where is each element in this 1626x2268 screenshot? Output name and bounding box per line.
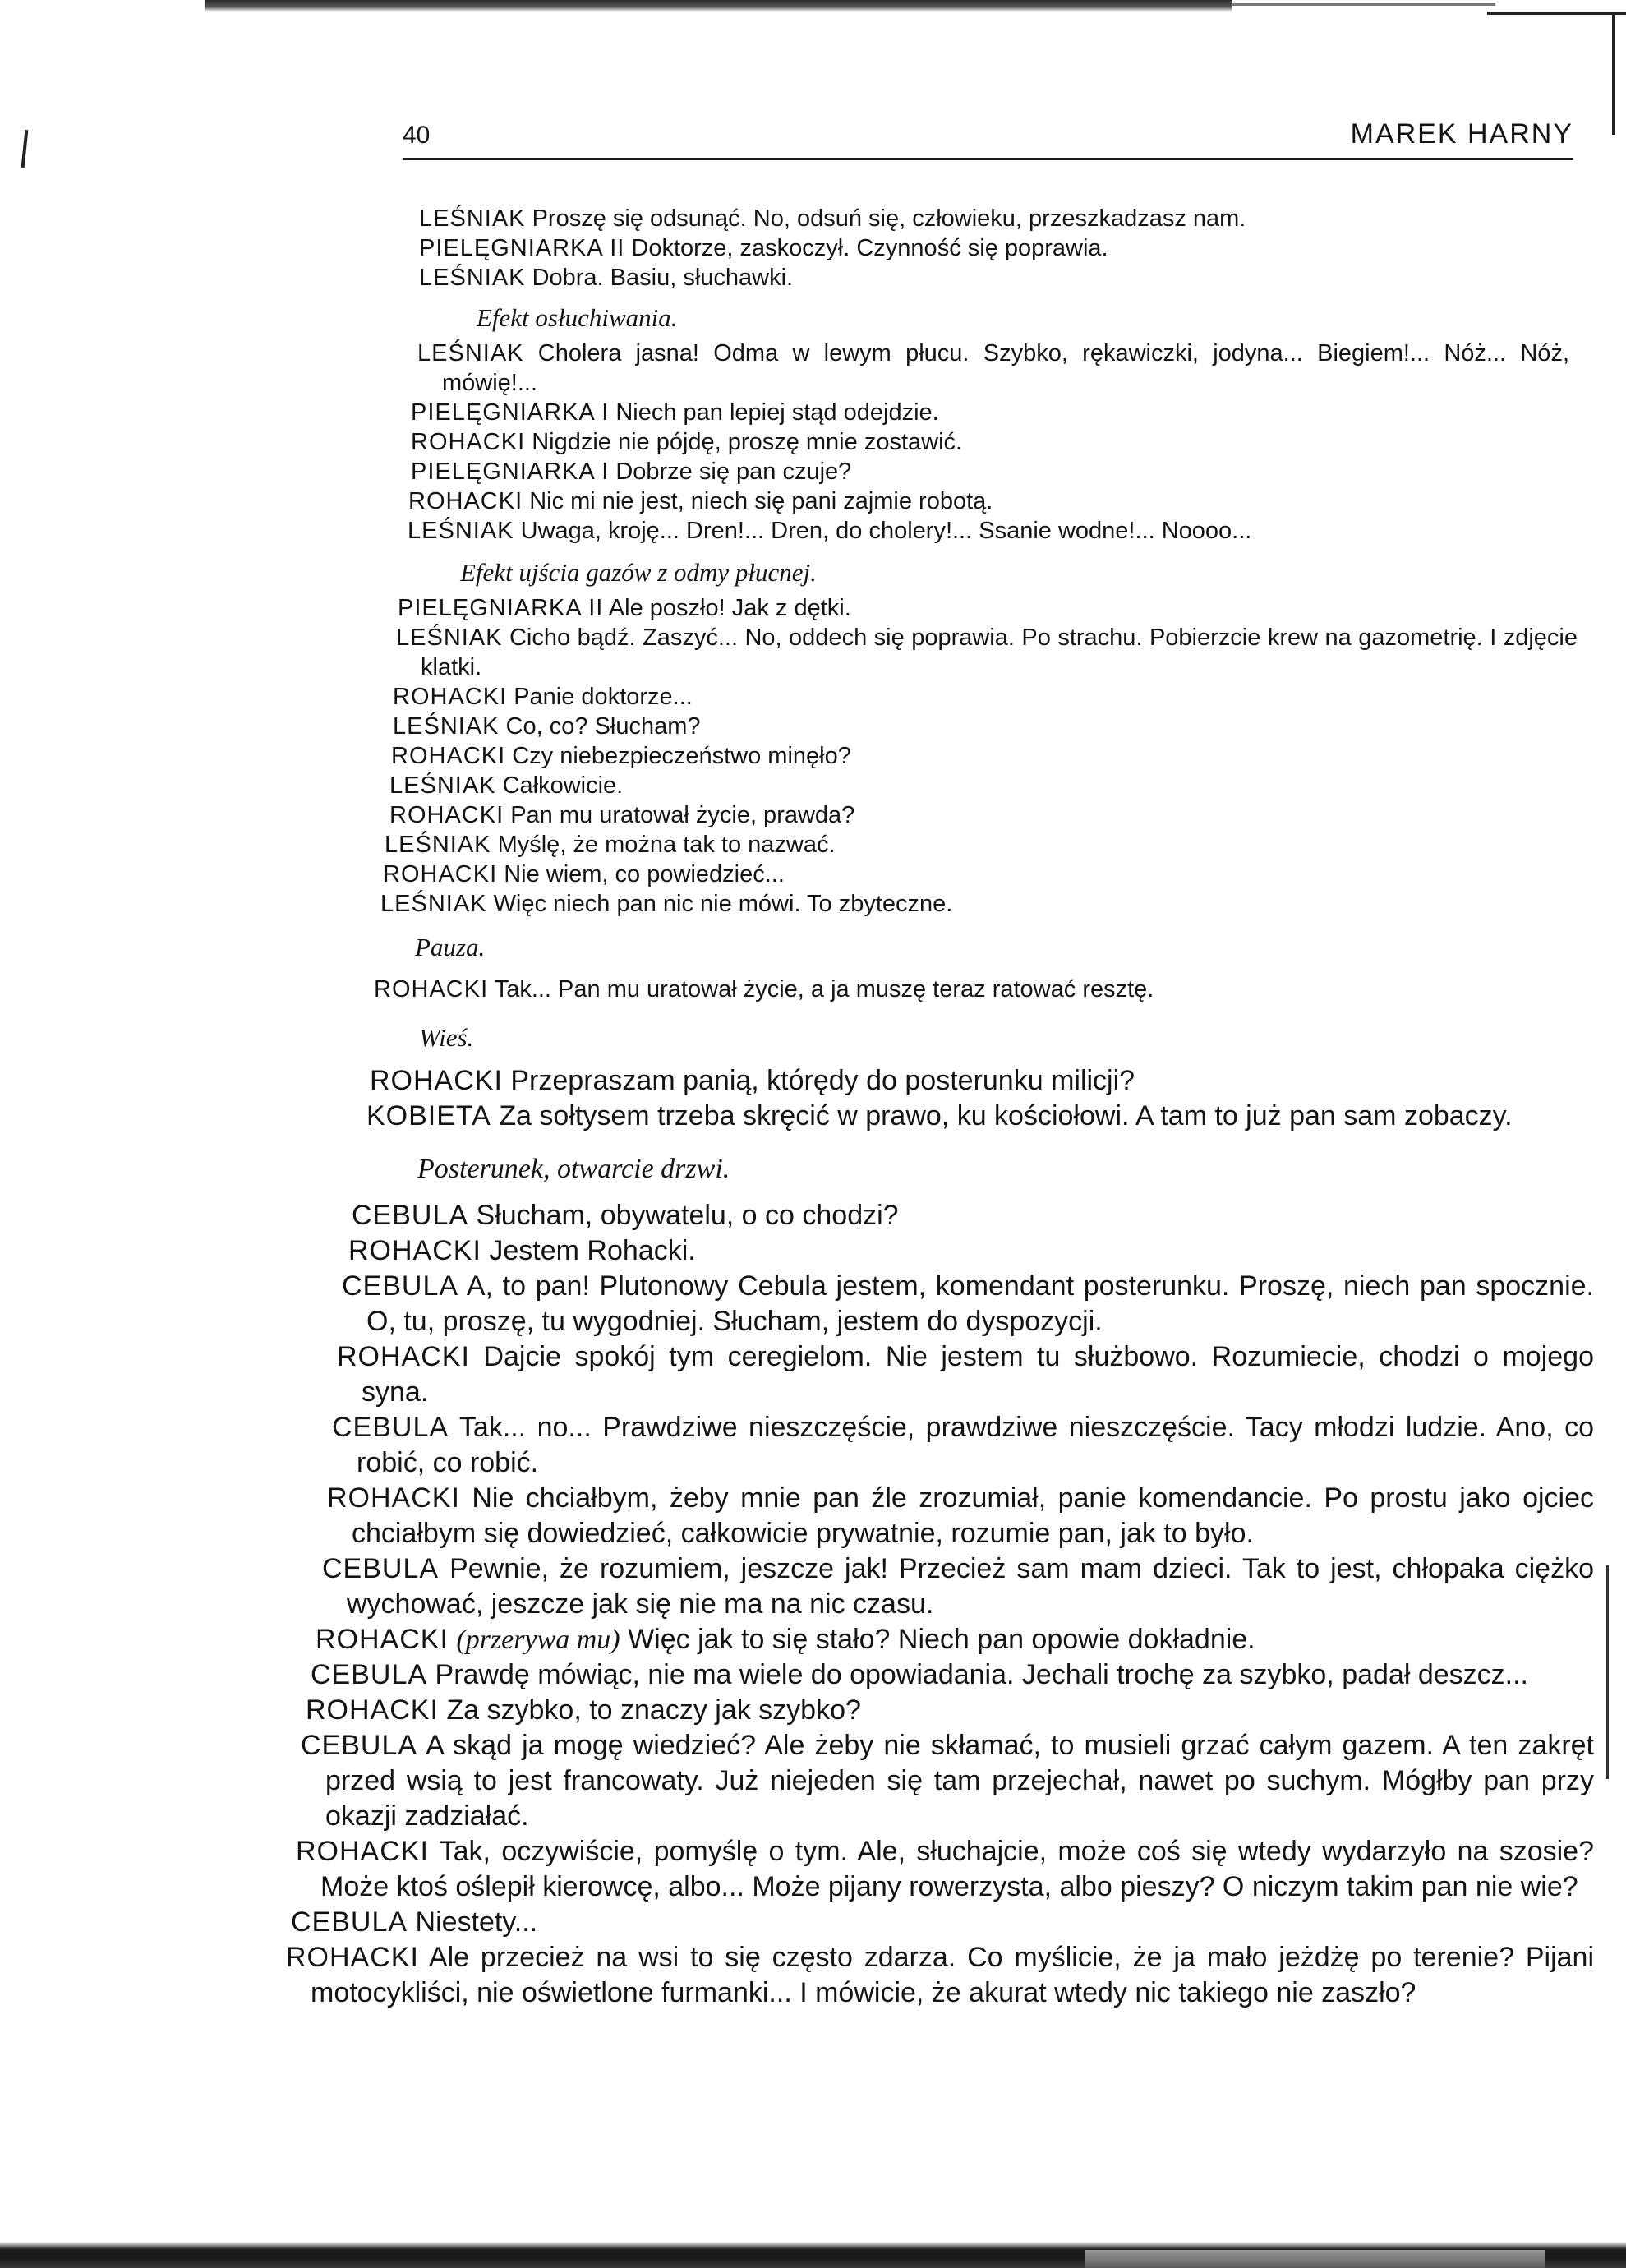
- dialogue-text: Pan mu uratował życie, prawda?: [510, 802, 855, 828]
- dialogue-line: [389, 800, 1553, 830]
- speaker-name: ROHACKI: [316, 1624, 449, 1655]
- dialogue-line: [385, 830, 1553, 860]
- header-rule: [403, 158, 1573, 160]
- dialogue-line: [366, 1099, 1594, 1134]
- speaker-name: KOBIETA: [366, 1100, 491, 1132]
- speaker-name: ROHACKI: [370, 1065, 503, 1096]
- speaker-name: ROHACKI: [383, 861, 498, 887]
- speaker-name: ROHACKI: [296, 1836, 429, 1867]
- dialogue-text: Uwaga, kroję... Dren!... Dren, do cholery!... Ssanie wodne!... Noooo...: [520, 518, 1252, 544]
- speaker-name: CEBULA: [322, 1553, 440, 1584]
- page-number: 40: [403, 122, 431, 149]
- dialogue-text: Całkowicie.: [502, 772, 624, 799]
- scan-edge-top-thin: [1232, 3, 1495, 6]
- dialogue-text: Jestem Rohacki.: [489, 1235, 696, 1266]
- speaker-name: PIELĘGNIARKA II: [398, 595, 604, 621]
- dialogue-text: Przepraszam panią, którędy do posterunku milicji?: [510, 1065, 1135, 1096]
- dialogue-line: [352, 1198, 1553, 1233]
- dialogue-line: [311, 1657, 1598, 1693]
- speaker-name: PIELĘGNIARKA II: [419, 235, 625, 261]
- dialogue-line: [383, 860, 1553, 889]
- speaker-name: LEŚNIAK: [393, 713, 500, 740]
- scan-edge-top: [205, 0, 1232, 12]
- dialogue-text: Nie chciałbym, żeby mnie pan źle zrozumiał, panie komendancie. Po prostu jako ojciec chciałbym się dowiedzieć, całkowicie prywatnie, rozumie pan, jak to było.: [352, 1482, 1594, 1549]
- scan-left-mark: [21, 130, 29, 168]
- dialogue-line: [374, 975, 1545, 1004]
- dialogue-text: Więc jak to się stało? Niech pan opowie dokładnie.: [628, 1624, 1255, 1655]
- dialogue-text: Za szybko, to znaczy jak szybko?: [446, 1694, 861, 1726]
- speaker-name: PIELĘGNIARKA I: [411, 399, 610, 426]
- speaker-name: CEBULA: [301, 1730, 418, 1761]
- speaker-name: CEBULA: [342, 1270, 459, 1302]
- scan-edge-bottom-gray: [1085, 2250, 1545, 2268]
- speaker-name: LEŚNIAK: [419, 205, 526, 232]
- dialogue-text: A, to pan! Plutonowy Cebula jestem, komendant posterunku. Proszę, niech pan spocznie. O, tu, proszę, tu wygodniej. Słucham, jestem do dyspozycji.: [366, 1270, 1594, 1337]
- dialogue-text: Tak... Pan mu uratował życie, a ja muszę teraz ratować resztę.: [494, 976, 1154, 1003]
- dialogue-text: Za sołtysem trzeba skręcić w prawo, ku kościołowi. A tam to już pan sam zobaczy.: [499, 1100, 1513, 1132]
- dialogue-text: Czy niebezpieczeństwo minęło?: [512, 743, 851, 769]
- dialogue-line: [408, 486, 1553, 516]
- dialogue-line: [348, 1233, 1553, 1269]
- dialogue-text: Cholera jasna! Odma w lewym płucu. Szybko, rękawiczki, jodyna... Biegiem!... Nóż... Nóż, mówię!...: [442, 340, 1569, 396]
- dialogue-text: Dajcie spokój tym ceregielom. Nie jestem tu służbowo. Rozumiecie, chodzi o mojego syna.: [362, 1341, 1594, 1408]
- dialogue-text: Ale poszło! Jak z dętki.: [608, 595, 851, 621]
- dialogue-line: [370, 1063, 1590, 1099]
- speaker-name: CEBULA: [291, 1906, 408, 1938]
- speaker-name: ROHACKI: [286, 1942, 419, 1973]
- dialogue-text: Dobrze się pan czuje?: [615, 459, 852, 485]
- dialogue-text: Nic mi nie jest, niech się pani zajmie robotą.: [529, 488, 993, 514]
- speaker-name: ROHACKI: [408, 488, 523, 514]
- dialogue-line: [398, 593, 1578, 623]
- dialogue-text: Ale przecież na wsi to się często zdarza. Co myślicie, że ja mało jeżdżę po terenie? Pijani motocykliści, nie oświetlone furmanki... I mówicie, że akurat wtedy nic takiego nie zaszło?: [311, 1942, 1594, 2008]
- dialogue-text: Panie doktorze...: [514, 684, 693, 710]
- dialogue-text: Tak... no... Prawdziwe nieszczęście, prawdziwe nieszczęście. Tacy młodzi ludzie. Ano, co robić, co robić.: [357, 1412, 1594, 1478]
- dialogue-line: [342, 1269, 1594, 1339]
- dialogue-line: [332, 1410, 1594, 1481]
- speaker-name: LEŚNIAK: [380, 891, 487, 917]
- speaker-name: CEBULA: [311, 1659, 428, 1690]
- dialogue-text: Słucham, obywatelu, o co chodzi?: [476, 1200, 899, 1231]
- dialogue-text: Co, co? Słucham?: [505, 713, 701, 740]
- dialogue-line: [419, 204, 1553, 233]
- speaker-name: ROHACKI: [389, 802, 504, 828]
- stage-direction: Pauza.: [415, 933, 486, 961]
- dialogue-line: [411, 457, 1553, 486]
- stage-direction: Posterunek, otwarcie drzwi.: [417, 1154, 730, 1184]
- play-text: [0, 204, 1626, 2011]
- speaker-name: LEŚNIAK: [408, 518, 514, 544]
- dialogue-text: Cicho bądź. Zaszyć... No, oddech się poprawia. Po strachu. Pobierzcie krew na gazometrię. I zdjęcie klatki.: [421, 625, 1578, 680]
- dialogue-text: Niestety...: [415, 1906, 538, 1938]
- dialogue-line: [306, 1693, 1594, 1728]
- dialogue-text: Prawdę mówiąc, nie ma wiele do opowiadania. Jechali trochę za szybko, padał deszcz...: [435, 1659, 1528, 1690]
- speaker-name: PIELĘGNIARKA I: [411, 459, 610, 485]
- dialogue-line: [296, 1834, 1594, 1905]
- dialogue-text: Więc niech pan nic nie mówi. To zbyteczne.: [493, 891, 953, 917]
- dialogue-line: [417, 339, 1569, 398]
- speaker-name: ROHACKI: [391, 743, 506, 769]
- dialogue-text: Nigdzie nie pójdę, proszę mnie zostawić.: [532, 429, 963, 455]
- dialogue-text: Niech pan lepiej stąd odejdzie.: [615, 399, 939, 426]
- dialogue-line: [419, 263, 1553, 293]
- speaker-name: LEŚNIAK: [385, 832, 491, 858]
- speaker-name: CEBULA: [332, 1412, 449, 1443]
- dialogue-line: [391, 741, 1553, 771]
- stage-direction: Wieś.: [419, 1023, 474, 1052]
- dialogue-text: Myślę, że można tak to nazwać.: [497, 832, 836, 858]
- scan-corner-mark: [1487, 12, 1626, 38]
- dialogue-text: Tak, oczywiście, pomyślę o tym. Ale, słuchajcie, może coś się wtedy wydarzyło na szosie? Może ktoś oślepił kierowcę, albo... Może pijany rowerzysta, albo pieszy? O niczym takim pan nie wie?: [320, 1836, 1594, 1902]
- speaker-name: LEŚNIAK: [417, 340, 524, 366]
- dialogue-line: [419, 233, 1553, 263]
- dialogue-line: [411, 427, 1553, 457]
- speaker-name: ROHACKI: [337, 1341, 470, 1372]
- speaker-name: ROHACKI: [327, 1482, 460, 1514]
- page-header: [403, 115, 1573, 164]
- dialogue-text: A skąd ja mogę wiedzieć? Ale żeby nie skłamać, to musieli grzać całym gazem. A ten zakręt przed wsią to jest francowaty. Już niejeden się tam przejechał, nawet po suchym. Mógłby pan przy okazji zadziałać.: [325, 1730, 1594, 1832]
- speaker-name: CEBULA: [352, 1200, 469, 1231]
- dialogue-line: [389, 771, 1553, 800]
- scan-edge-right: [1612, 12, 1615, 135]
- dialogue-line: [408, 516, 1569, 546]
- speaker-name: ROHACKI: [306, 1694, 439, 1726]
- dialogue-text: Doktorze, zaskoczył. Czynność się poprawia.: [631, 235, 1108, 261]
- dialogue-line: [316, 1622, 1586, 1657]
- dialogue-line: [286, 1940, 1594, 2011]
- dialogue-line: [380, 889, 1553, 919]
- dialogue-line: [393, 712, 1553, 741]
- dialogue-text: Dobra. Basiu, słuchawki.: [532, 265, 794, 291]
- dialogue-text: Nie wiem, co powiedzieć...: [504, 861, 785, 887]
- dialogue-line: [396, 623, 1578, 682]
- speaker-name: ROHACKI: [393, 684, 508, 710]
- speaker-name: ROHACKI: [348, 1235, 481, 1266]
- speaker-name: ROHACKI: [374, 976, 489, 1003]
- dialogue-line: [291, 1905, 1594, 1940]
- running-head: MAREK HARNY: [1350, 118, 1573, 150]
- speaker-name: LEŚNIAK: [396, 625, 503, 651]
- dialogue-line: [327, 1481, 1594, 1551]
- dialogue-text: Proszę się odsunąć. No, odsuń się, człowieku, przeszkadzasz nam.: [532, 205, 1246, 232]
- speaker-name: LEŚNIAK: [419, 265, 526, 291]
- dialogue-line: [393, 682, 1553, 712]
- inline-stage-direction: (przerywa mu): [456, 1625, 620, 1655]
- dialogue-line: [411, 398, 1553, 427]
- speaker-name: LEŚNIAK: [389, 772, 496, 799]
- stage-direction: Efekt ujścia gazów z odmy płucnej.: [460, 558, 817, 587]
- dialogue-line: [322, 1551, 1594, 1622]
- dialogue-line: [337, 1339, 1594, 1410]
- dialogue-text: Pewnie, że rozumiem, jeszcze jak! Przecież sam mam dzieci. Tak to jest, chłopaka ciężko wychować, jeszcze jak się nie ma na nic czasu.: [347, 1553, 1594, 1620]
- dialogue-line: [301, 1728, 1594, 1834]
- speaker-name: ROHACKI: [411, 429, 526, 455]
- stage-direction: Efekt osłuchiwania.: [477, 303, 678, 332]
